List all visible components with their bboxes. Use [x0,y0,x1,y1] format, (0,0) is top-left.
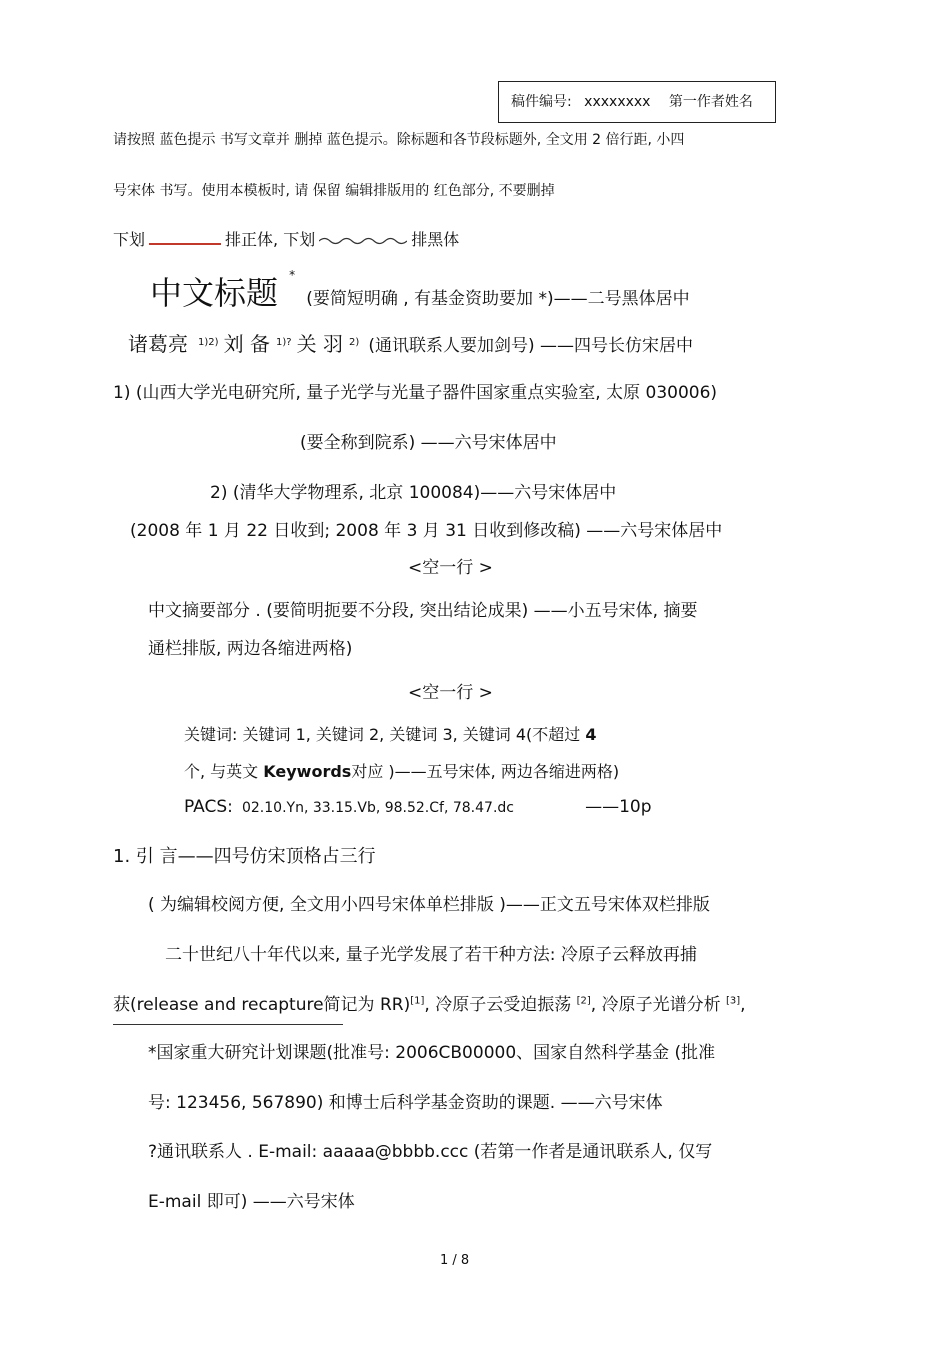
underline-instruction [113,227,459,250]
keywords-text-2: 个, 与英文 [184,762,264,781]
title-star: * [289,268,296,282]
blank-line-marker-1: <空一行 > [408,558,493,578]
body-paragraph-line-1: 二十世纪八十年代以来, 量子光学发展了若干种方法: 冷原子云释放再捕 [165,945,697,965]
title-note: (要简短明确 , 有基金资助要加 *)——二号黑体居中 [306,289,690,309]
affiliation-1-note: (要全称到院系) ——六号宋体居中 [300,433,557,453]
abstract-line-1: 中文摘要部分 . (要简明扼要不分段, 突出结论成果) ——小五号宋体, 摘要 [148,601,698,621]
author-2-affil: 1)? [275,336,292,348]
footnote-3: ?通讯联系人 . E-mail: aaaaa@bbbb.ccc (若第一作者是通讯联系人, 仅写 [148,1142,713,1162]
keywords-text-3: 对应 )——五号宋体, 两边各缩进两格) [351,762,620,781]
section-note: ( 为编辑校阅方便, 全文用小四号宋体单栏排版 )——正文五号宋体双栏排版 [148,895,710,915]
para-text-a: 获(release and recapture简记为 RR) [113,995,411,1015]
pacs-note: ——10p [585,797,652,817]
author-1-affil: 1)2) [198,336,219,348]
manuscript-code: xxxxxxxx [584,94,651,110]
pacs-label: PACS: [184,797,233,817]
blank-line-marker-2: <空一行 > [408,683,493,703]
chinese-title: 中文标题 [150,274,279,312]
underline-text-b: 排黑体 [411,230,460,249]
keywords-english-label: Keywords [263,762,352,781]
keywords-line-2 [184,759,619,782]
underline-prefix: 下划 [113,230,146,249]
abstract-line-2: 通栏排版, 两边各缩进两格) [148,639,353,659]
affiliation-2: 2) (清华大学物理系, 北京 100084)——六号宋体居中 [210,483,617,503]
para-text-c: , 冷原子光谱分析 [590,995,726,1015]
affiliation-1: 1) (山西大学光电研究所, 量子光学与光量子器件国家重点实验室, 太原 030006) [113,383,718,403]
author-line [128,328,693,357]
footnote-4: E-mail 即可) ——六号宋体 [148,1192,355,1212]
para-text-d: , [740,995,746,1015]
author-3: 关 羽 [296,332,344,356]
instruction-line-2: 号宋体 书写。使用本模板时, 请 保留 编辑排版用的 红色部分, 不要删掉 [113,183,555,199]
author-2: 刘 备 [223,332,270,356]
keywords-line-1 [184,722,597,745]
reference-1: [1] [410,995,425,1007]
author-3-affil: 2) [349,336,360,348]
instruction-line-1: 请按照 蓝色提示 书写文章并 删掉 蓝色提示。除标题和各节段标题外, 全文用 2 倍行距, 小四 [113,132,685,148]
keywords-text: 关键词: 关键词 1, 关键词 2, 关键词 3, 关键词 4(不超过 [184,725,586,744]
body-paragraph-line-2 [113,990,746,1015]
section-heading: 1. 引 言——四号仿宋顶格占三行 [113,846,376,867]
pacs-codes: 02.10.Yn, 33.15.Vb, 98.52.Cf, 78.47.dc [241,800,514,816]
manuscript-number-box [498,81,776,123]
footnote-2: 号: 123456, 567890) 和博士后科学基金资助的课题. ——六号宋体 [148,1093,663,1113]
author-1: 诸葛亮 [128,332,188,356]
para-text-b: , 冷原子云受迫振荡 [424,995,577,1015]
wavy-underline-sample [319,236,407,246]
red-underline-sample [149,230,221,245]
received-dates: (2008 年 1 月 22 日收到; 2008 年 3 月 31 日收到修改稿) ——六号宋体居中 [130,521,723,541]
reference-2: [2] [576,995,591,1007]
author-note: (通讯联系人要加剑号) ——四号长仿宋居中 [368,336,694,356]
page-number: 1 / 8 [440,1253,470,1268]
reference-3: [3] [726,995,741,1007]
underline-text-a: 排正体, 下划 [225,230,316,249]
footnote-1: *国家重大研究计划课题(批准号: 2006CB00000、国家自然科学基金 (批准 [148,1043,716,1063]
first-author-name: 第一作者姓名 [668,94,753,110]
pacs-line [184,797,652,817]
footnote-separator [113,1024,343,1025]
title-line [150,268,690,314]
manuscript-number-label: 稿件编号: [511,94,572,110]
keywords-limit: 4 [585,725,597,744]
